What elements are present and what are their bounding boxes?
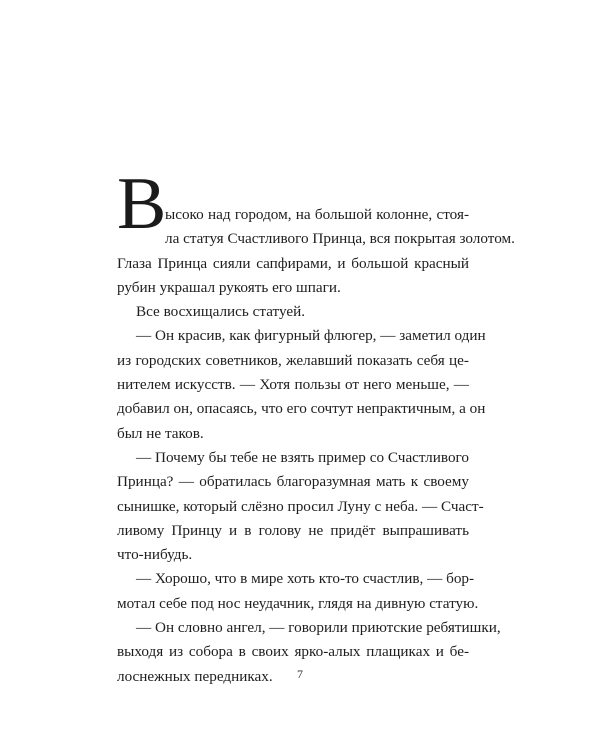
text-line: Глаза Принца сияли сапфирами, и большой красный — [117, 254, 469, 272]
text-line: мотал себе под нос неудачник, глядя на дивную статую. — [117, 594, 479, 612]
text-line: лоснежных передниках. — [117, 667, 273, 685]
text-line: — Он красив, как фигурный флюгер, — заметил один — [136, 327, 486, 345]
text-line: сынишке, который слёзно просил Луну с неба. — Счаст- — [117, 497, 484, 515]
text-line: — Он словно ангел, — говорили приютские ребятишки, — [136, 619, 501, 637]
drop-cap: В — [117, 163, 167, 245]
text-line: Принца? — обратилась благоразумная мать к своему — [117, 473, 469, 491]
text-line: ла статуя Счастливого Принца, вся покрытая золотом. — [165, 230, 515, 248]
story-text — [117, 163, 515, 689]
text-line: добавил он, опасаясь, что его сочтут непрактичным, а он — [117, 400, 486, 418]
text-line: — Хорошо, что в мире хоть кто-то счастлив, — бор- — [136, 570, 475, 588]
text-line: был не таков. — [117, 424, 204, 442]
text-line: Все восхищались статуей. — [136, 303, 306, 321]
text-line: что-нибудь. — [117, 546, 193, 564]
text-line: — Почему бы тебе не взять пример со Счастливого — [136, 448, 469, 466]
text-line: нителем искусств. — Хотя пользы от него меньше, — — [117, 376, 469, 394]
page-number: 7 — [297, 667, 303, 681]
text-line: рубин украшал рукоять его шпаги. — [117, 278, 341, 296]
text-line: ысоко над городом, на большой колонне, стоя- — [165, 206, 469, 223]
text-line: ливому Принцу и в голову не придёт выпрашивать — [117, 521, 469, 539]
text-line: из городских советников, желавший показать себя це- — [117, 351, 469, 369]
text-line: выходя из собора в своих ярко-алых плащиках и бе- — [117, 643, 469, 661]
